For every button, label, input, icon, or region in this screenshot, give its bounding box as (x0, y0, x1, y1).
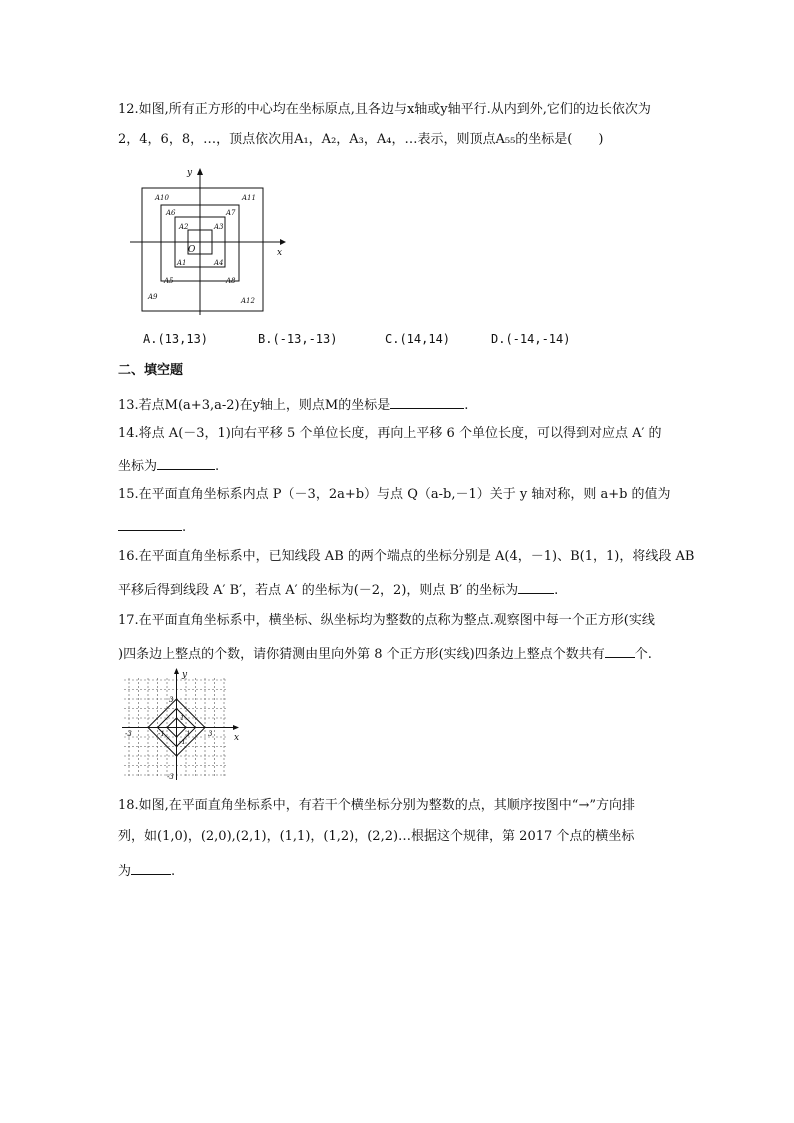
q12-label-a5: A5 (164, 277, 174, 285)
q12-label-a6: A6 (166, 209, 176, 217)
q18-line2: 列，如(1,0)，(2,0),(2,1)，(1,1)，(1,2)，(2,2)…根据这个规律，第 2017 个点的横坐标 (118, 829, 635, 844)
q17-axis-x-label: x (234, 733, 240, 743)
q12-squares-figure (128, 165, 288, 317)
q13-answer-blank[interactable] (390, 394, 464, 409)
q18-end: . (171, 864, 176, 879)
q14-line2 (118, 455, 219, 476)
q15-end: . (182, 520, 187, 535)
q15-line1: 15.在平面直角坐标系内点 P（－3，2a+b）与点 Q（a-b,－1）关于 y 轴对称，则 a+b 的值为 (118, 487, 671, 502)
q12-label-a12: A12 (241, 297, 255, 305)
q17-tick-y1: 1 (180, 714, 185, 722)
q12-line2: 2，4，6，8，…，顶点依次用A₁，A₂，A₃，A₄，…表示，则顶点A₅₅的坐标是( ) (118, 132, 604, 147)
q18-text: 为 (118, 864, 132, 879)
q17-tick-ym3: -3 (167, 773, 174, 781)
q12-label-a10: A10 (155, 194, 169, 202)
q17-line2 (118, 643, 652, 664)
q16-end: . (554, 583, 559, 598)
q12-label-a11: A11 (242, 194, 256, 202)
q17-text: )四条边上整点的个数，请你猜测由里向外第 8 个正方形(实线)四条边上整点个数共有 (118, 647, 605, 662)
q12-axis-y-label: y (187, 168, 193, 178)
q16-line2 (118, 579, 558, 600)
q17-end: 个. (634, 647, 652, 662)
q12-label-a8: A8 (226, 277, 236, 285)
q17-lattice-figure (120, 668, 242, 782)
q13-text: 13.若点M(a+3,a-2)在y轴上，则点M的坐标是 (118, 398, 391, 413)
q15-answer-blank[interactable] (118, 516, 182, 531)
q12-option-a: A.(13,13) (143, 332, 209, 346)
q16-answer-blank[interactable] (518, 579, 554, 594)
q12-label-a9: A9 (148, 293, 158, 301)
q13-line (118, 394, 468, 415)
q17-line1: 17.在平面直角坐标系中，横坐标、纵坐标均为整数的点称为整点.观察图中每一个正方形(实线 (118, 613, 655, 628)
q12-label-a1: A1 (177, 259, 187, 267)
q14-answer-blank[interactable] (157, 455, 215, 470)
q12-axis-x-label: x (277, 248, 283, 258)
q15-line2 (118, 516, 186, 537)
q14-text: 坐标为 (118, 459, 158, 474)
q12-label-a4: A4 (214, 259, 224, 267)
q17-tick-ym1: -1 (179, 738, 186, 746)
q18-line3 (118, 860, 175, 881)
q16-line1: 16.在平面直角坐标系中，已知线段 AB 的两个端点的坐标分别是 A(4，－1)、B(1，1)，将线段 AB (118, 549, 695, 564)
q12-origin-label: O (188, 245, 196, 255)
q12-option-c: C.(14,14) (385, 332, 451, 346)
q12-label-a7: A7 (226, 209, 236, 217)
q18-line1: 18.如图,在平面直角坐标系中，有若干个横坐标分别为整数的点，其顺序按图中“→”方向排 (118, 798, 635, 813)
q13-end: . (464, 398, 469, 413)
q12-option-b: B.(-13,-13) (258, 332, 338, 346)
q12-option-d: D.(-14,-14) (491, 332, 571, 346)
q14-end: . (215, 459, 220, 474)
q12-label-a2: A2 (179, 223, 189, 231)
q17-axis-y-label: y (182, 670, 188, 680)
q17-tick-x1: 1 (186, 730, 191, 738)
q17-tick-xm1: -1 (158, 730, 165, 738)
q12-line1: 12.如图,所有正方形的中心均在坐标原点,且各边与x轴或y轴平行.从内到外,它们的边长依次为 (118, 102, 651, 117)
q17-tick-x3: 3 (208, 730, 213, 738)
q16-text: 平移后得到线段 A′ B′，若点 A′ 的坐标为(－2，2)，则点 B′ 的坐标为 (118, 583, 519, 598)
q17-tick-y3: 3 (169, 696, 174, 704)
q17-tick-xm3: -3 (125, 730, 132, 738)
q18-answer-blank[interactable] (131, 860, 171, 875)
section-heading: 二、填空题 (118, 363, 184, 378)
q14-line1: 14.将点 A(－3，1)向右平移 5 个单位长度，再向上平移 6 个单位长度，可以得到对应点 A′ 的 (118, 426, 662, 441)
q17-answer-blank[interactable] (605, 643, 635, 658)
q12-label-a3: A3 (214, 223, 224, 231)
